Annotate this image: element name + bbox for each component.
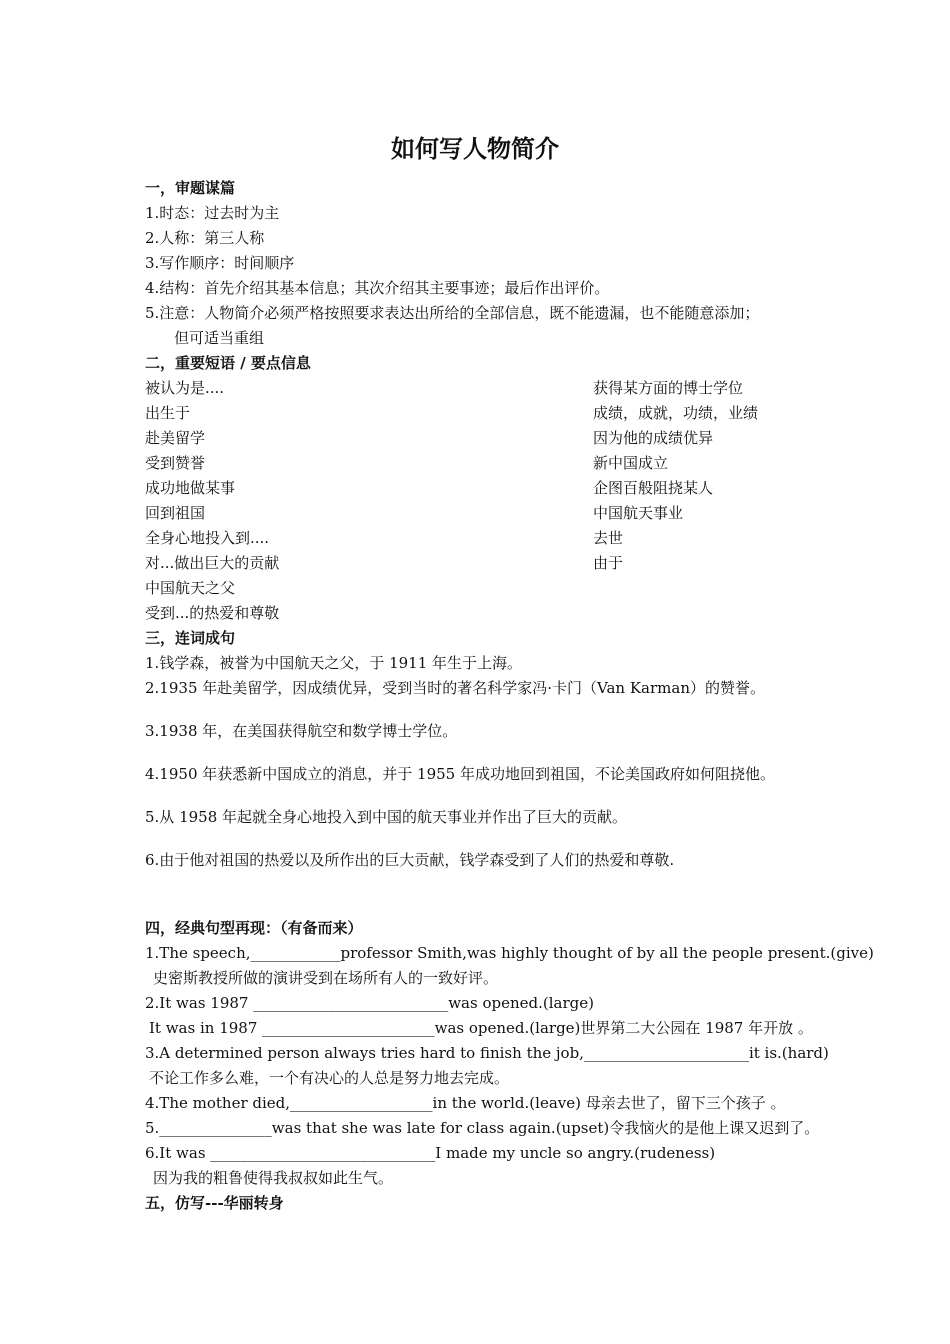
sentence-item: 4.1950 年获悉新中国成立的消息，并于 1955 年成功地回到祖国，不论美国政府如何阻挠他。 [145,765,775,783]
phrase-right: 成绩，成就，功绩，业绩 [593,404,759,422]
section-heading-2: 二，重要短语 / 要点信息 [145,354,311,372]
phrase-right: 去世 [593,529,624,547]
phrase-right: 由于 [593,554,624,572]
exercise-line: 2.It was 1987 __________________________was opened.(large) [145,994,594,1012]
sentence-item: 6.由于他对祖国的热爱以及所作出的巨大贡献，钱学森受到了人们的热爱和尊敬. [145,851,675,869]
phrase-left: 受到...的热爱和尊敬 [145,604,280,622]
phrase-right: 获得某方面的博士学位 [593,379,744,397]
phrase-row [145,376,810,401]
phrase-left: 赴美留学 [145,429,206,447]
section-heading-4: 四，经典句型再现：（有备而来） [145,919,363,937]
exercise-line: 1.The speech,____________professor Smith,was highly thought of by all the people present.(give) [145,944,874,962]
phrase-right: 企图百般阻挠某人 [593,479,714,497]
exercise-translation: 因为我的粗鲁使得我叔叔如此生气。 [153,1169,394,1187]
exercise-translation: 史密斯教授所做的演讲受到在场所有人的一致好评。 [153,969,499,987]
phrase-left: 出生于 [145,404,191,422]
phrase-row [145,526,810,551]
page-title: 如何写人物简介 [391,134,559,163]
list-item: 2.人称：第三人称 [145,229,265,247]
sentence-item: 1.钱学森，被誉为中国航天之父，于 1911 年生于上海。 [145,654,523,672]
phrase-left: 对...做出巨大的贡献 [145,554,280,572]
phrase-row [145,451,810,476]
section-heading-3: 三，连词成句 [145,629,236,647]
exercise-line: 6.It was ______________________________I made my uncle so angry.(rudeness) [145,1144,716,1162]
exercise-line: 3.A determined person always tries hard to finish the job,______________________it is.(hard) [145,1044,829,1062]
phrase-row [145,426,810,451]
exercise-line: 4.The mother died,___________________in the world.(leave) 母亲去世了，留下三个孩子 。 [145,1094,786,1112]
phrase-left: 成功地做某事 [145,479,236,497]
list-item-continuation: 但可适当重组 [174,329,265,347]
phrase-left: 中国航天之父 [145,579,236,597]
document-body [145,176,874,1216]
phrase-left: 受到赞誉 [145,454,206,472]
phrase-row [145,501,810,526]
section-heading-5: 五，仿写---华丽转身 [145,1194,284,1212]
exercise-translation: 不论工作多么难，一个有决心的人总是努力地去完成。 [149,1069,510,1087]
sentence-item: 3.1938 年，在美国获得航空和数学博士学位。 [145,722,458,740]
phrase-row [145,551,810,576]
sentence-item: 5.从 1958 年起就全身心地投入到中国的航天事业并作出了巨大的贡献。 [145,808,628,826]
phrase-row [145,401,810,426]
list-item: 1.时态：过去时为主 [145,204,280,222]
exercise-line: 5._______________was that she was late for class again.(upset)令我恼火的是他上课又迟到了。 [145,1119,820,1137]
phrase-right: 中国航天事业 [593,504,684,522]
phrase-left: 回到祖国 [145,504,206,522]
phrase-right: 新中国成立 [593,454,669,472]
phrase-row [145,476,810,501]
phrase-right: 因为他的成绩优异 [593,429,714,447]
list-item: 4.结构：首先介绍其基本信息；其次介绍其主要事迹；最后作出评价。 [145,279,610,297]
phrase-left: 全身心地投入到.... [145,529,270,547]
list-item: 5.注意：人物简介必须严格按照要求表达出所给的全部信息，既不能遗漏，也不能随意添加； [145,304,760,322]
section-heading-1: 一，审题谋篇 [145,179,236,197]
list-item: 3.写作顺序：时间顺序 [145,254,295,272]
exercise-line: It was in 1987 _______________________was opened.(large)世界第二大公园在 1987 年开放 。 [149,1019,813,1037]
sentence-item: 2.1935 年赴美留学，因成绩优异，受到当时的著名科学家冯·卡门（Van Karman）的赞誉。 [145,679,765,697]
phrase-left: 被认为是.... [145,379,225,397]
